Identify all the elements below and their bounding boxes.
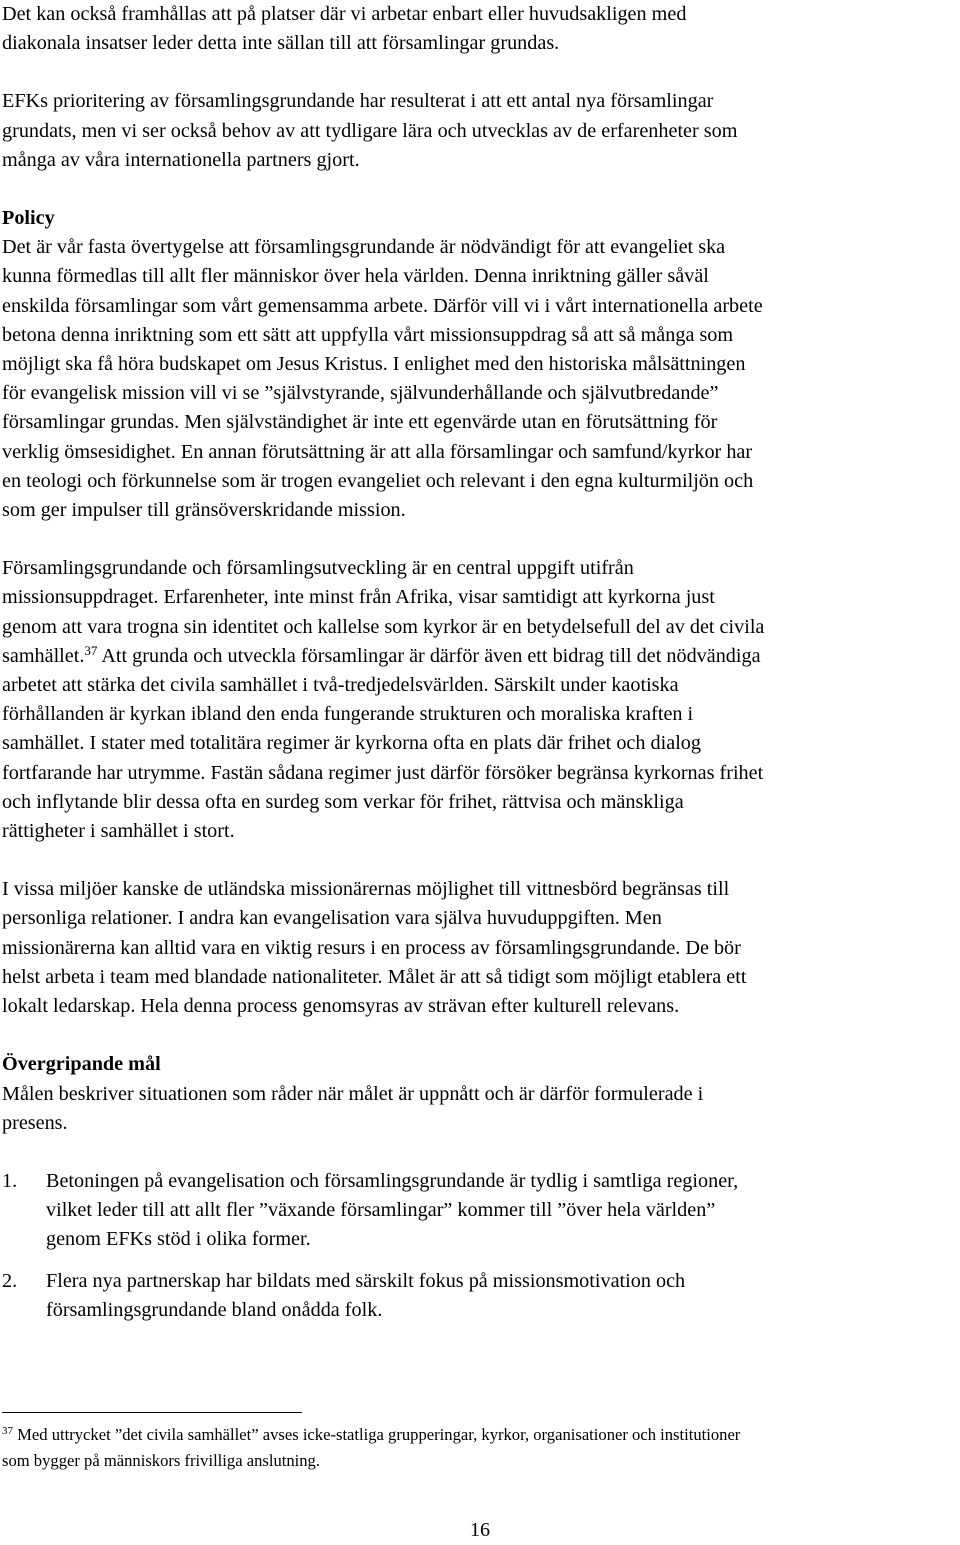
paragraph-line: enskilda församlingar som vårt gemensamma arbete. Därför vill vi i vårt internationella arbete (2, 294, 763, 317)
spacer (2, 1255, 958, 1267)
paragraph-line (2, 642, 958, 671)
section-heading-goals: Övergripande mål (2, 1053, 161, 1076)
footnote (2, 1422, 960, 1474)
footnote-separator (2, 1412, 302, 1413)
spacer (2, 1021, 958, 1050)
spacer (2, 525, 958, 554)
paragraph-line: arbetet att stärka det civila samhället i två-tredjedelsvärlden. Särskilt under kaotiska (2, 674, 679, 697)
paragraph-line: verklig ömsesidighet. En annan förutsättning är att alla församlingar och samfund/kyrkor har (2, 440, 753, 463)
list-line: Betoningen på evangelisation och församlingsgrundande är tydlig i samtliga regioner, (46, 1169, 739, 1192)
footnote-line (2, 1422, 960, 1448)
paragraph-line: EFKs prioritering av församlingsgrundande har resulterat i att ett antal nya församlingar (2, 90, 714, 113)
list-number: 2. (2, 1269, 18, 1292)
spacer (2, 58, 958, 87)
paragraph-line: Det kan också framhållas att på platser där vi arbetar enbart eller huvudsakligen med (2, 3, 687, 25)
paragraph-line: betona denna inriktning som ett sätt att uppfylla vårt missionsuppdrag så att så många som (2, 323, 734, 346)
spacer (2, 175, 958, 204)
paragraph-line: personliga relationer. I andra kan evangelisation vara själva huvuduppgiften. Men (2, 907, 662, 930)
list-item (2, 1267, 958, 1325)
paragraph-line: fortfarande har utrymme. Fastän sådana regimer just därför försöker begränsa kyrkornas frihet (2, 761, 764, 784)
footnote-number: 37 (2, 1425, 13, 1437)
footnote-text: Med uttrycket ”det civila samhället” avses icke-statliga grupperingar, kyrkor, organisationer och institutioner (13, 1425, 741, 1444)
paragraph-line: kunna förmedlas till allt fler människor över hela världen. Denna inriktning gäller såväl (2, 265, 709, 288)
spacer (2, 846, 958, 875)
paragraph-line: förhållanden är kyrkan ibland den enda fungerande strukturen och moraliska kraften i (2, 703, 694, 726)
paragraph-line: församlingar grundas. Men självständighet är inte ett egenvärde utan en förutsättning för (2, 411, 718, 434)
list-item (2, 1167, 958, 1255)
paragraph-line: för evangelisk mission vill vi se ”självstyrande, självunderhållande och självutbredande” (2, 382, 719, 405)
list-line: Flera nya partnerskap har bildats med särskilt fokus på missionsmotivation och (46, 1269, 686, 1292)
list-line: genom EFKs stöd i olika former. (46, 1228, 311, 1251)
paragraph-line: Församlingsgrundande och församlingsutveckling är en central uppgift utifrån (2, 557, 634, 580)
list-number: 1. (2, 1169, 18, 1192)
page-number: 16 (470, 1519, 490, 1541)
paragraph-line: lokalt ledarskap. Hela denna process genomsyras av strävan efter kulturell relevans. (2, 995, 680, 1018)
paragraph-text: Att grunda och utveckla församlingar är därför även ett bidrag till det nödvändiga (97, 644, 761, 667)
paragraph-line: och inflytande blir dessa ofta en surdeg som verkar för frihet, rättvisa och mänskliga (2, 790, 684, 813)
paragraph-line: som ger impulser till gränsöverskridande mission. (2, 499, 406, 522)
paragraph-line: genom att vara trogna sin identitet och kallelse som kyrkor är en betydelsefull del av det civila (2, 615, 765, 638)
paragraph-line: samhället. I stater med totalitära regimer är kyrkorna ofta en plats där frihet och dialog (2, 732, 701, 755)
paragraph-line: en teologi och förkunnelse som är trogen evangeliet och relevant i den egna kulturmiljön och (2, 469, 754, 492)
spacer (2, 1138, 958, 1167)
footnote-line: som bygger på människors frivilliga anslutning. (2, 1451, 321, 1470)
list-line: vilket leder till att allt fler ”växande församlingar” kommer till ”över hela världen” (46, 1199, 716, 1222)
paragraph-line: missionsuppdraget. Erfarenheter, inte minst från Afrika, visar samtidigt att kyrkorna just (2, 586, 715, 609)
paragraph-line: diakonala insatser leder detta inte sällan till att församlingar grundas. (2, 32, 560, 55)
paragraph-line: många av våra internationella partners gjort. (2, 148, 360, 171)
paragraph-text: samhället. (2, 644, 85, 667)
document-page (2, 0, 958, 1325)
paragraph-line: grundats, men vi ser också behov av att tydligare lära och utvecklas av de erfarenheter som (2, 119, 738, 142)
list-text (46, 1167, 958, 1255)
paragraph-line: rättigheter i samhället i stort. (2, 820, 235, 843)
list-text (46, 1267, 958, 1325)
paragraph-line: presens. (2, 1111, 68, 1134)
section-heading-policy: Policy (2, 207, 55, 230)
paragraph-line: missionärerna kan alltid vara en viktig resurs i en process av församlingsgrundande. De bör (2, 936, 741, 959)
paragraph-line: I vissa miljöer kanske de utländska missionärernas möjlighet till vittnesbörd begränsas till (2, 878, 730, 901)
paragraph-line: helst arbeta i team med blandade nationaliteter. Målet är att så tidigt som möjligt etablera ett (2, 965, 747, 988)
footnote-reference[interactable]: 37 (84, 642, 98, 658)
paragraph-line: Det är vår fasta övertygelse att församlingsgrundande är nödvändigt för att evangeliet ska (2, 236, 726, 259)
list-line: församlingsgrundande bland onådda folk. (46, 1298, 383, 1321)
paragraph-line: Målen beskriver situationen som råder när målet är uppnått och är därför formulerade i (2, 1082, 704, 1105)
paragraph-line: möjligt ska få höra budskapet om Jesus Kristus. I enlighet med den historiska målsättningen (2, 353, 746, 376)
